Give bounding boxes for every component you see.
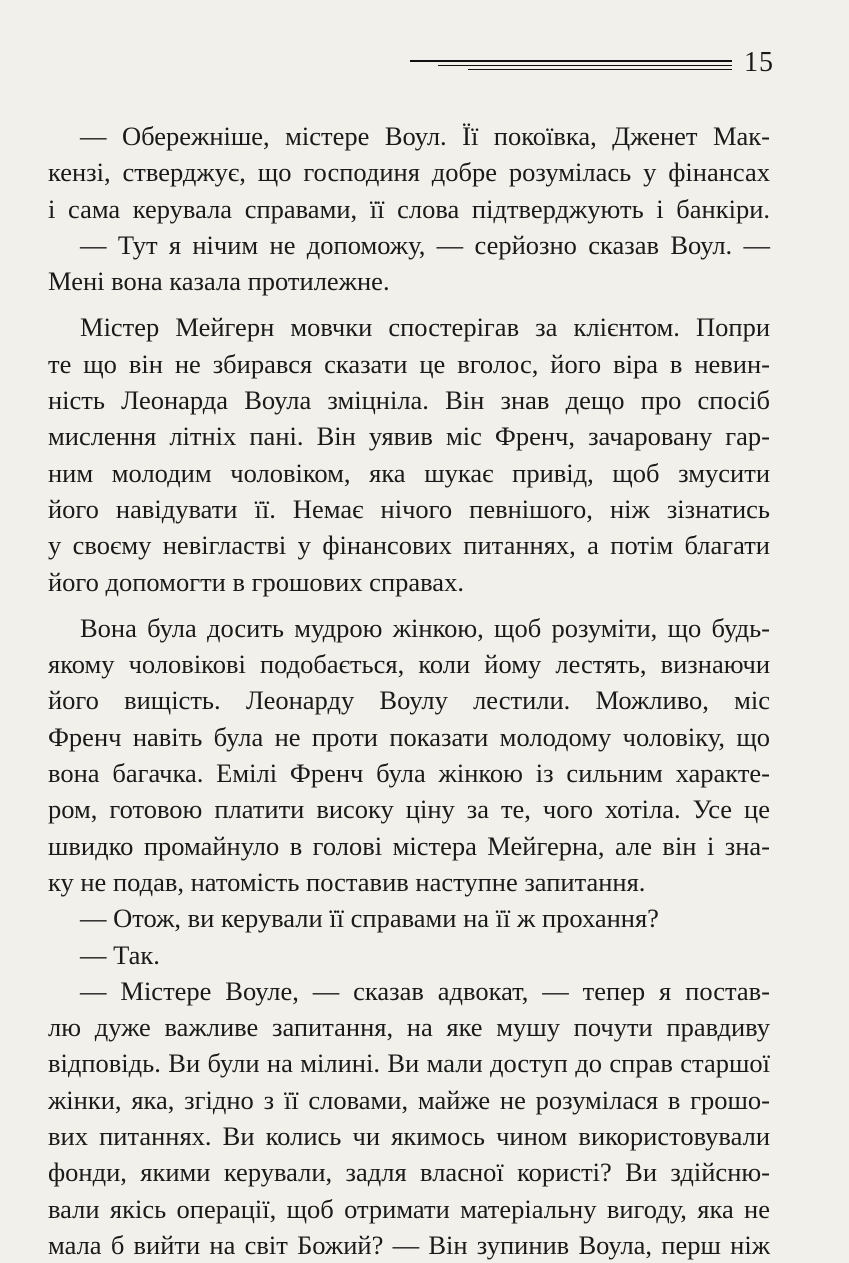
text-line: вона багачка. Емілі Френч була жінкою із сильним характе- xyxy=(48,758,770,789)
text-line: фонди, якими керували, задля власної користі? Ви здійсню- xyxy=(48,1157,770,1188)
text-line: вали якісь операції, щоб отримати матеріальну вигоду, яка не xyxy=(48,1193,770,1224)
body-text xyxy=(48,118,770,1263)
page-number: 15 xyxy=(744,47,774,78)
text-line: швидко промайнуло в голові містера Мейгерна, але він і зна- xyxy=(48,830,770,861)
text-line: Мені вона казала протилежне. xyxy=(48,266,390,297)
text-line: ку не подав, натомість поставив наступне запитання. xyxy=(48,866,646,897)
text-line: якому чоловікові подобається, коли йому лестять, визнаючи xyxy=(48,649,770,680)
text-line: — Тут я нічим не допоможу, — серйозно сказав Воул. — xyxy=(80,229,770,260)
text-line: — Містере Воуле, — сказав адвокат, — тепер я постав- xyxy=(80,975,770,1006)
text-line: жінки, яка, згідно з її словами, майже не розумілася в грошо- xyxy=(48,1084,770,1115)
header-rule xyxy=(438,65,732,66)
text-line: відповідь. Ви були на мілині. Ви мали доступ до справ старшої xyxy=(48,1048,770,1079)
text-line: мислення літніх пані. Він уявив міс Френч, зачаровану гар- xyxy=(48,421,770,452)
text-line: його допомогти в грошових справах. xyxy=(48,566,464,597)
text-line: — Так. xyxy=(80,939,160,970)
text-line: Містер Мейгерн мовчки спостерігав за клієнтом. Попри xyxy=(80,312,770,343)
text-line: і сама керувала справами, її слова підтверджують і банкіри. xyxy=(48,193,770,224)
text-line: його вищість. Леонарду Воулу лестили. Можливо, міс xyxy=(48,685,770,716)
paragraph-gap xyxy=(48,600,770,610)
text-line: кензі, стверджує, що господиня добре розумілась у фінансах xyxy=(48,157,770,188)
text-line: його навідувати її. Немає нічого певнішого, ніж зізнатись xyxy=(48,493,770,524)
text-line: Френч навіть була не проти показати молодому чоловіку, що xyxy=(48,721,770,752)
text-line: ність Леонарда Воула зміцніла. Він знав дещо про спосіб xyxy=(48,385,770,416)
text-line: Вона була досить мудрою жінкою, щоб розуміти, що будь- xyxy=(80,612,770,643)
header-rule xyxy=(468,69,732,70)
text-line: у своєму невігластві у фінансових питаннях, а потім благати xyxy=(48,530,770,561)
text-line: те що він не збирався сказати це вголос, його віра в невин- xyxy=(48,348,770,379)
text-line: ром, готовою платити високу ціну за те, чого хотіла. Усе це xyxy=(48,794,770,825)
text-line: вих питаннях. Ви колись чи якимось чином використовували xyxy=(48,1121,770,1152)
text-line: ним молодим чоловіком, яка шукає привід, щоб змусити xyxy=(48,457,770,488)
paragraph-gap xyxy=(48,299,770,309)
text-line: лю дуже важливе запитання, на яке мушу почути правдиву xyxy=(48,1012,770,1043)
text-line: — Обережніше, містере Воул. Її покоївка, Дженет Мак- xyxy=(80,121,770,151)
text-line: — Отож, ви керували її справами на її ж прохання? xyxy=(80,903,659,934)
page-header xyxy=(0,46,849,86)
text-line: мала б вийти на світ Божий? — Він зупинив Воула, перш ніж xyxy=(48,1229,770,1260)
header-rule xyxy=(410,60,732,62)
